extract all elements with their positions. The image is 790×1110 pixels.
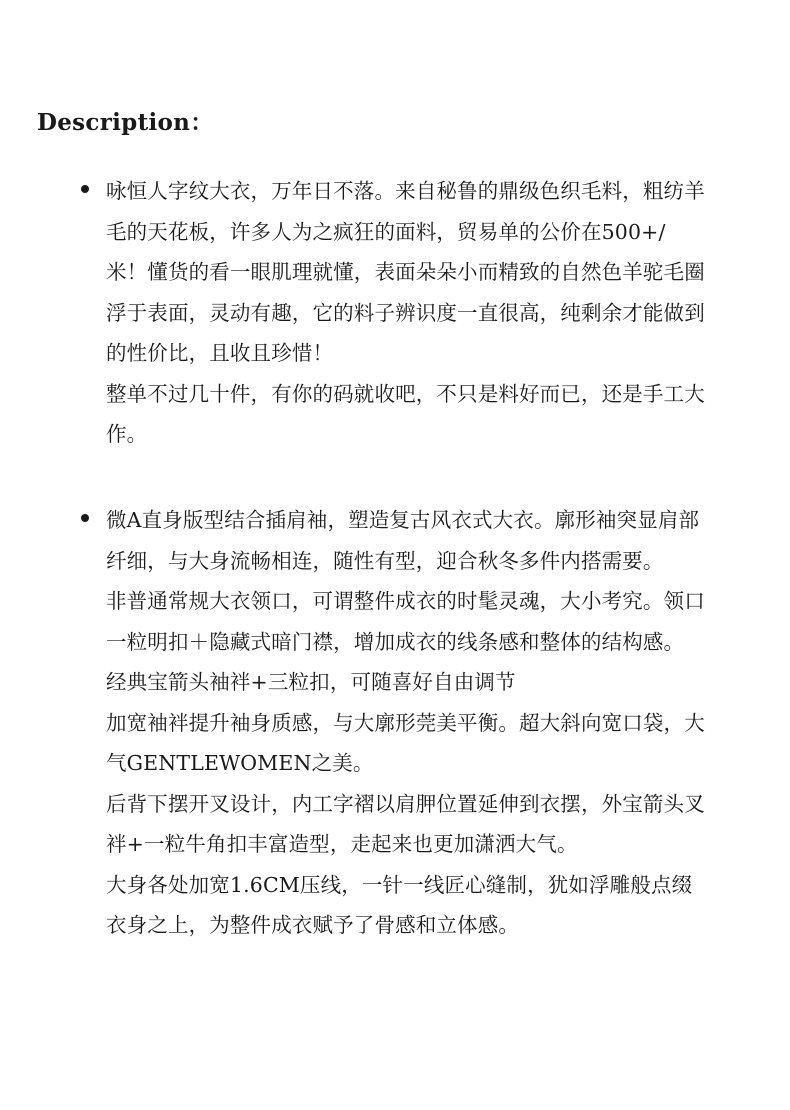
paragraph: 非普通常规大衣领口，可谓整件成衣的时髦灵魂，大小考究。领口一粒明扣＋隐藏式暗门襟，增加成衣的线条感和整体的结构感。 — [106, 589, 705, 654]
section-1-text — [106, 171, 706, 455]
section-2-text — [106, 500, 706, 946]
paragraph: 经典宝箭头袖袢+三粒扣，可随喜好自由调节 — [106, 670, 516, 694]
paragraph: 后背下摆开叉设计，内工字褶以肩胛位置延伸到衣摆，外宝箭头叉袢+一粒牛角扣丰富造型，走起来也更加潇洒大气。 — [106, 791, 705, 856]
paragraph: 微A直身版型结合插肩袖，塑造复古风衣式大衣。廓形袖突显肩部纤细，与大身流畅相连，随性有型，迎合秋冬多件内搭需要。 — [106, 508, 700, 573]
paragraph: 咏恒人字纹大衣，万年日不落。来自秘鲁的鼎级色织毛料，粗纺羊毛的天花板，许多人为之疯狂的面料，贸易单的公价在500+/米！懂货的看一眼肌理就懂，表面朵朵小而精致的自然色羊驼毛圈浮于表面，灵动有趣，它的料子辨识度一直很高，纯剩余才能做到的性价比，且收且珍惜！ — [106, 179, 705, 365]
description-heading: Description： — [37, 109, 214, 136]
paragraph: 大身各处加宽1.6CM压线，一针一线匠心缝制，犹如浮雕般点缀衣身之上，为整件成衣赋予了骨感和立体感。 — [106, 872, 693, 937]
paragraph: 加宽袖袢提升袖身质感，与大廓形莞美平衡。超大斜向宽口袋，大气GENTLEWOMEN之美。 — [106, 710, 705, 775]
bullet-dot-icon — [81, 185, 89, 193]
bullet-dot-icon — [81, 514, 89, 522]
paragraph: 整单不过几十件，有你的码就收吧，不只是料好而已，还是手工大作。 — [106, 381, 705, 446]
